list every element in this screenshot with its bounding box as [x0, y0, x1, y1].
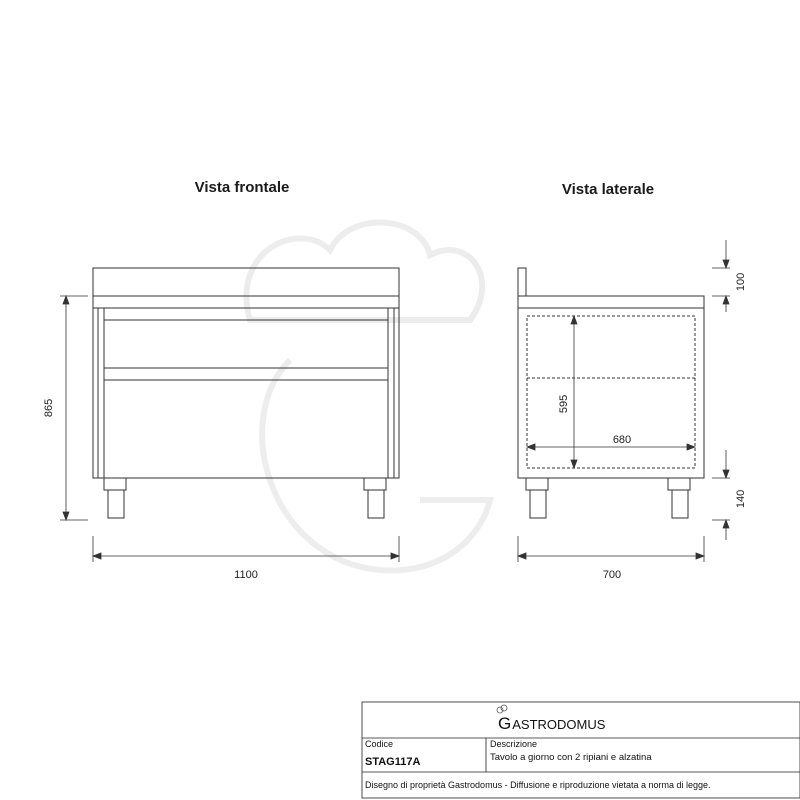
side-dashed-frame [527, 316, 695, 468]
side-upstand [518, 268, 526, 296]
side-body [518, 308, 704, 478]
side-left-foot-top [526, 478, 548, 490]
front-width-dimension [93, 536, 399, 562]
front-right-upright [388, 308, 394, 478]
brand-logo-text: GASTRODOMUS [498, 714, 606, 733]
front-height-label: 865 [43, 398, 55, 418]
front-width-label: 1100 [234, 569, 258, 581]
code-value: STAG117A [365, 756, 421, 768]
side-right-dimensions [712, 240, 730, 540]
side-view [518, 268, 704, 518]
front-body [93, 308, 399, 478]
side-feet-height-label: 140 [735, 489, 747, 509]
front-height-dimension [60, 296, 88, 520]
side-inner-depth-dimension [527, 444, 695, 450]
chef-hat-icon [497, 705, 507, 713]
front-left-foot [108, 490, 124, 518]
side-left-foot [530, 490, 546, 518]
description-label: Descrizione [490, 739, 538, 749]
front-right-foot [368, 490, 384, 518]
side-inner-height-dimension [571, 316, 577, 468]
side-inner-depth-label: 680 [612, 434, 632, 446]
side-right-foot-top [668, 478, 690, 490]
front-left-upright [98, 308, 104, 478]
front-middle-shelf [104, 368, 388, 380]
front-right-foot-top [364, 478, 386, 490]
description-value: Tavolo a giorno con 2 ripiani e alzatina [490, 752, 652, 763]
side-width-label: 700 [602, 569, 622, 581]
side-width-dimension [518, 536, 704, 562]
side-worktop [518, 296, 704, 308]
title-block-footer: Disegno di proprietà Gastrodomus - Diffusione e riproduzione vietata a norma di legge. [365, 780, 711, 790]
front-view-title: Vista frontale [194, 179, 290, 196]
side-top-height-label: 100 [735, 272, 747, 292]
side-view-title: Vista laterale [561, 181, 655, 198]
side-inner-height-label: 595 [558, 394, 570, 414]
front-left-foot-top [104, 478, 126, 490]
code-label: Codice [365, 739, 394, 749]
side-right-foot [672, 490, 688, 518]
